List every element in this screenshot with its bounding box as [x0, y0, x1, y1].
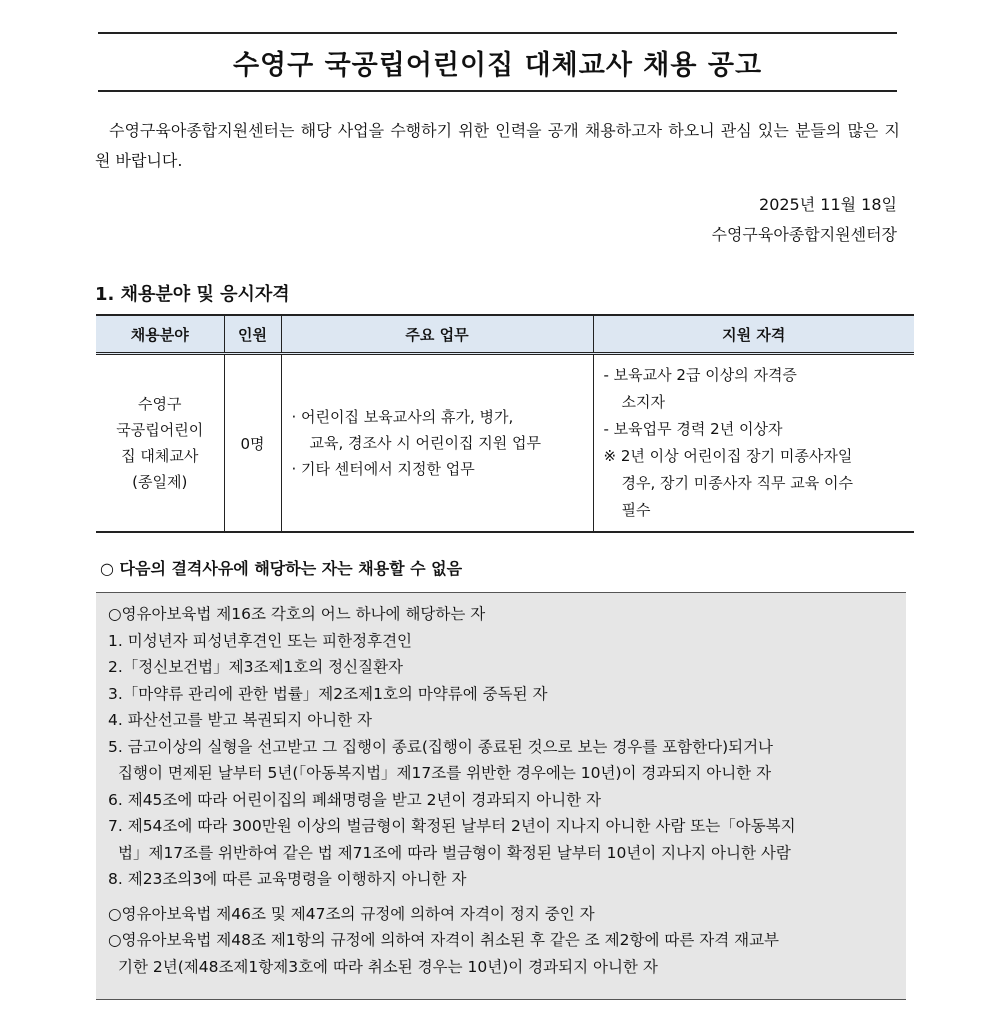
cell-duties	[281, 354, 593, 533]
issuer-name: 수영구육아종합지원센터장	[711, 225, 897, 244]
disqualification-box	[96, 592, 906, 1000]
cell-qualifications	[593, 354, 914, 533]
page-title: 수영구 국공립어린이집 대체교사 채용 공고	[232, 49, 763, 81]
box-heading: ○영유아보육법 제48조 제1항의 규정에 의하여 자격이 취소된 후 같은 조 제2항에 따른 자격 재교부	[108, 931, 780, 949]
table-header-row	[96, 315, 914, 354]
box-heading-cont: 기한 2년(제48조제1항제3호에 따라 취소된 경우는 10년)이 경과되지 아니한 자	[118, 957, 658, 976]
duty-line: · 기타 센터에서 지정한 업무	[291, 460, 475, 478]
field-line: 집 대체교사	[121, 447, 199, 465]
table-row	[96, 354, 914, 533]
list-item: 6. 제45조에 따라 어린이집의 폐쇄명령을 받고 2년이 경과되지 아니한 자	[108, 790, 601, 809]
header-count: 인원	[224, 315, 281, 354]
list-item: 4. 파산선고를 받고 복권되지 아니한 자	[108, 711, 373, 729]
field-line: 수영구	[138, 395, 182, 413]
field-line: 국공립어린이	[116, 421, 204, 439]
duty-line: · 어린이집 보육교사의 휴가, 병가,	[291, 408, 514, 426]
cell-count: 0명	[224, 354, 281, 533]
recruitment-table	[96, 314, 914, 533]
list-item: 2.「정신보건법」제3조제1호의 정신질환자	[108, 658, 404, 676]
disqualification-heading: ○ 다음의 결격사유에 해당하는 자는 채용할 수 없음	[100, 559, 463, 578]
list-item-cont: 집행이 면제된 날부터 5년(「아동복지법」제17조를 위반한 경우에는 10년)이 경과되지 아니한 자	[118, 764, 772, 782]
field-line: (종일제)	[132, 473, 188, 491]
box-heading: ○영유아보육법 제46조 및 제47조의 규정에 의하여 자격이 정지 중인 자	[108, 904, 595, 923]
header-field: 채용분야	[96, 315, 224, 354]
duty-line: 교육, 경조사 시 어린이집 지원 업무	[309, 434, 541, 452]
intro-paragraph: 수영구육아종합지원센터는 해당 사업을 수행하기 위한 인력을 공개 채용하고자 하오니 관심 있는 분들의 많은 지원 바랍니다.	[95, 121, 900, 170]
qual-line: - 보육업무 경력 2년 이상자	[603, 420, 783, 438]
section-heading: 1. 채용분야 및 응시자격	[95, 284, 290, 305]
qual-line: 소지자	[621, 393, 665, 411]
list-item: 7. 제54조에 따라 300만원 이상의 벌금형이 확정된 날부터 2년이 지나지 아니한 사람 또는「아동복지	[108, 817, 796, 835]
box-heading: ○영유아보육법 제16조 각호의 어느 하나에 해당하는 자	[108, 605, 486, 623]
list-item: 8. 제23조의3에 따른 교육명령을 이행하지 아니한 자	[108, 870, 467, 888]
notice-date: 2025년 11월 18일	[759, 195, 897, 214]
list-item: 3.「마약류 관리에 관한 법률」제2조제1호의 마약류에 중독된 자	[108, 684, 548, 703]
header-qualifications: 지원 자격	[593, 315, 914, 354]
header-duties: 주요 업무	[281, 315, 593, 354]
qual-line: 필수	[621, 501, 651, 519]
spacer	[108, 893, 906, 901]
cell-field	[96, 354, 224, 533]
list-item-cont: 법」제17조를 위반하여 같은 법 제71조에 따라 벌금형이 확정된 날부터 10년이 지나지 아니한 사람	[118, 843, 791, 862]
list-item: 5. 금고이상의 실형을 선고받고 그 집행이 종료(집행이 종료된 것으로 보는 경우를 포함한다)되거나	[108, 737, 774, 756]
title-banner	[98, 32, 897, 92]
qual-line: - 보육교사 2급 이상의 자격증	[603, 366, 797, 384]
list-item: 1. 미성년자 피성년후견인 또는 피한정후견인	[108, 631, 413, 650]
qual-line: ※ 2년 이상 어린이집 장기 미종사자일	[603, 447, 853, 465]
qual-line: 경우, 장기 미종사자 직무 교육 이수	[621, 474, 853, 492]
